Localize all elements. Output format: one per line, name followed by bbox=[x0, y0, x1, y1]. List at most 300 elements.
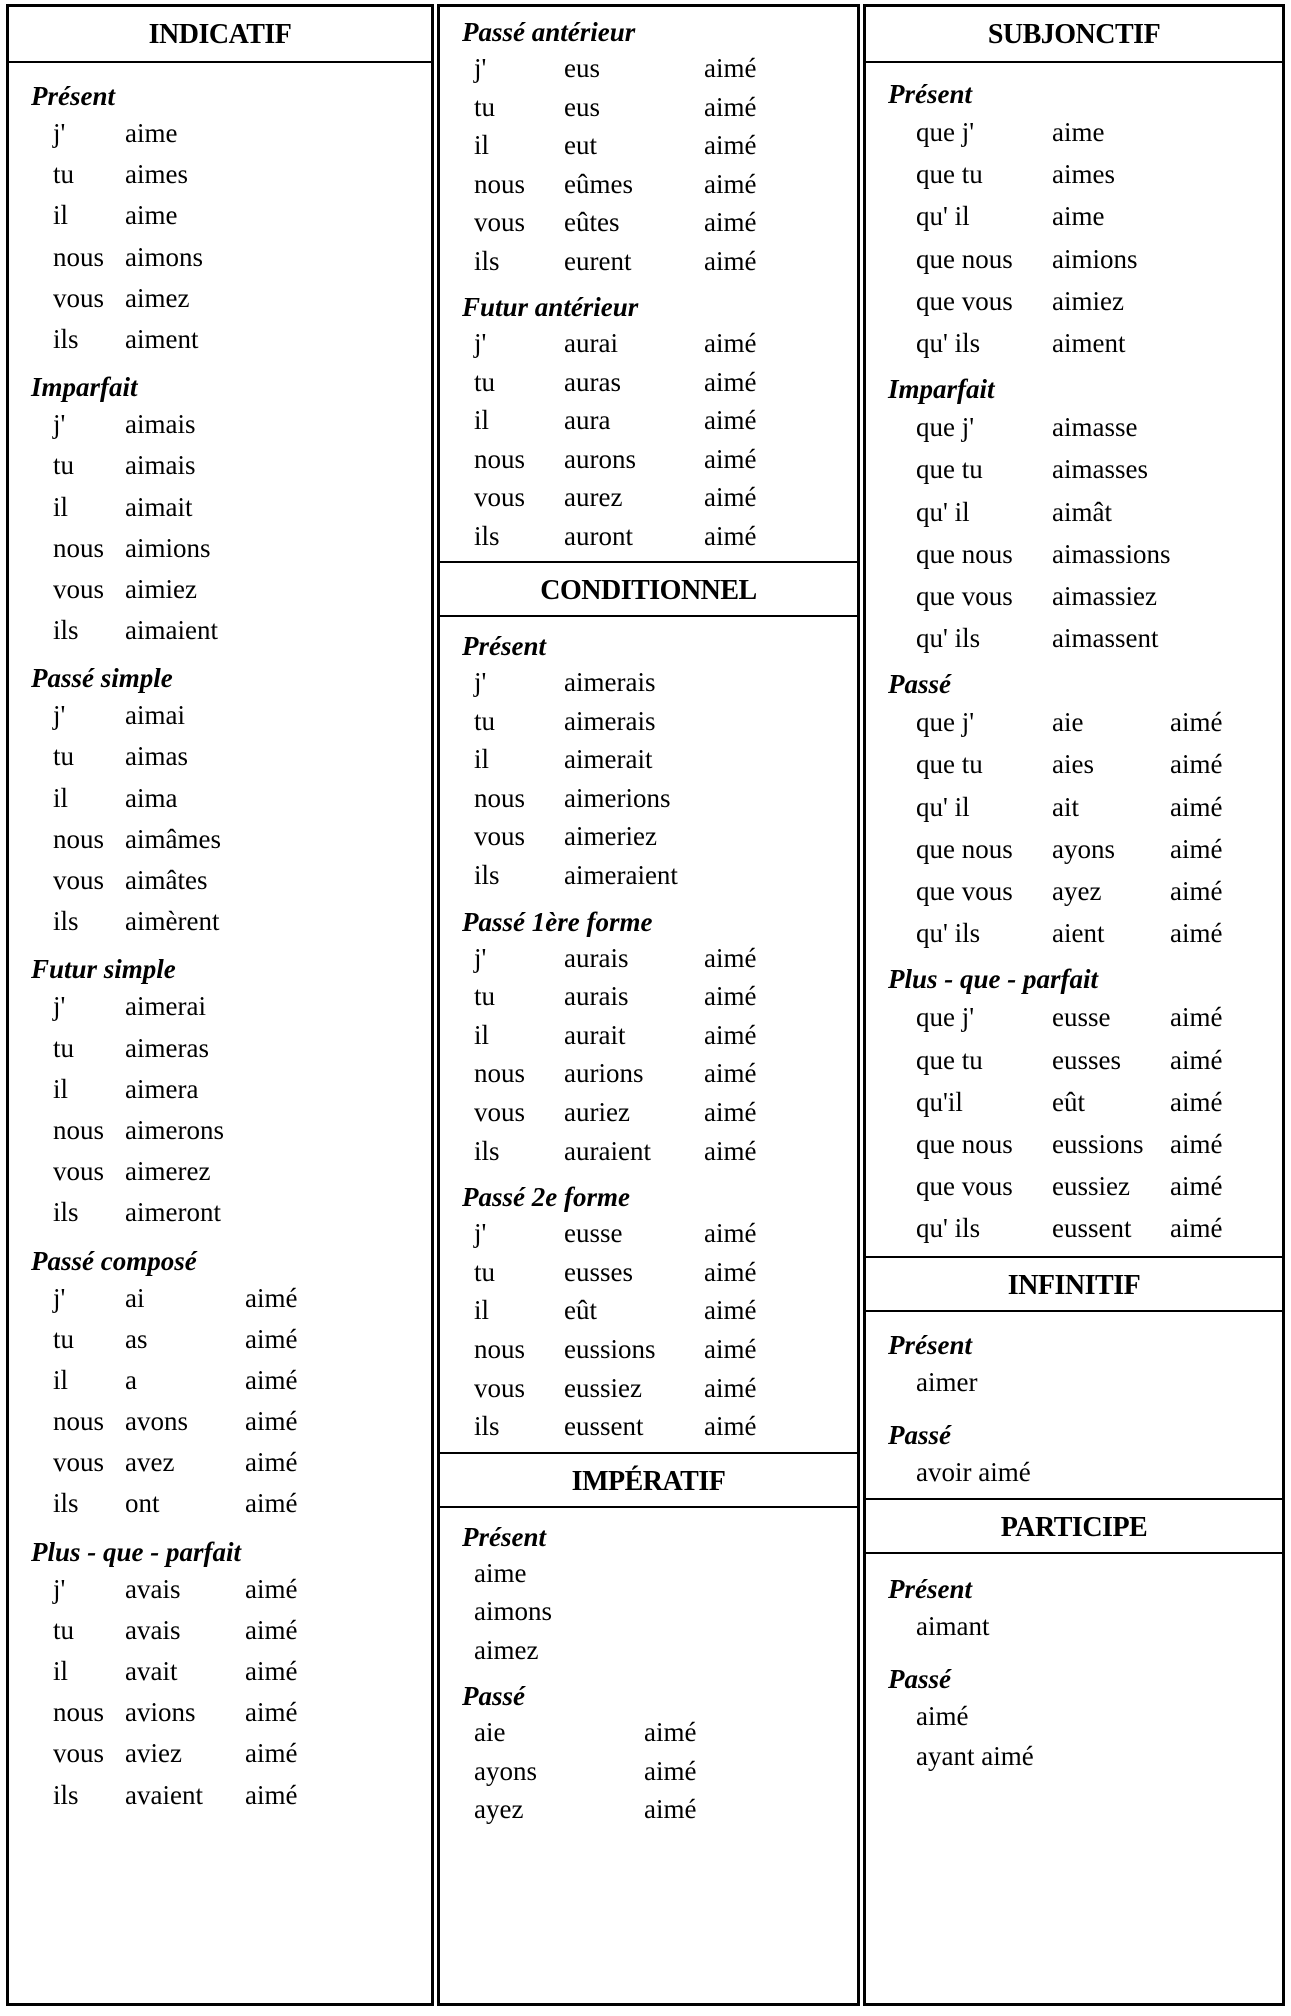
past-participle: aimé bbox=[245, 1614, 298, 1645]
pronoun: nous bbox=[474, 1058, 526, 1089]
verb-form: as bbox=[125, 1323, 148, 1354]
past-participle bbox=[245, 445, 325, 486]
past-participle bbox=[245, 195, 325, 236]
conjugation-row bbox=[440, 702, 857, 741]
pronoun: ils bbox=[474, 1411, 500, 1442]
pronoun: j' bbox=[474, 667, 487, 697]
pronoun: ils bbox=[53, 906, 79, 937]
pronoun: que vous bbox=[916, 876, 1013, 906]
pronoun: ils bbox=[53, 615, 79, 646]
verb-form: aimons bbox=[474, 1596, 552, 1627]
past-participle: aimé bbox=[704, 942, 757, 973]
past-participle: aimé bbox=[704, 1218, 757, 1249]
pronoun: vous bbox=[53, 1738, 105, 1769]
tense-title: Présent bbox=[888, 1573, 972, 1604]
verb-form: aime bbox=[125, 118, 178, 148]
conjugation-row bbox=[866, 491, 1282, 533]
pronoun: ils bbox=[53, 1197, 79, 1228]
verb-form: aura bbox=[564, 405, 611, 435]
verb-form: eût bbox=[564, 1295, 597, 1326]
conjugation-row bbox=[9, 1151, 431, 1192]
past-participle: aimé bbox=[704, 53, 757, 83]
verb-form: eussiez bbox=[1052, 1171, 1130, 1202]
verb-form: aimerions bbox=[564, 782, 671, 813]
past-participle bbox=[245, 901, 325, 942]
pronoun: il bbox=[474, 405, 490, 435]
past-participle: aimé bbox=[1170, 1128, 1223, 1159]
past-participle: aimé bbox=[704, 168, 757, 199]
pronoun: il bbox=[53, 200, 69, 231]
pronoun: il bbox=[53, 1656, 69, 1686]
past-participle: aimé bbox=[704, 1058, 757, 1089]
conjugation-row bbox=[9, 1278, 431, 1319]
verb-form: aimeront bbox=[125, 1197, 221, 1228]
pronoun: nous bbox=[474, 168, 526, 199]
pronoun: nous bbox=[474, 782, 526, 813]
pronoun: il bbox=[53, 1073, 69, 1104]
past-participle bbox=[245, 319, 325, 360]
verb-form: aimai bbox=[125, 700, 185, 731]
conjugation-row bbox=[9, 610, 431, 651]
past-participle bbox=[245, 1192, 325, 1233]
verb-form: aimez bbox=[474, 1634, 539, 1665]
verb-form: eus bbox=[564, 91, 600, 122]
pronoun: qu' ils bbox=[916, 1213, 981, 1244]
conjugation-row bbox=[440, 363, 857, 402]
verb-form: eussions bbox=[1052, 1128, 1144, 1159]
verb-form: aviez bbox=[125, 1738, 182, 1769]
tense-title: Présent bbox=[888, 1329, 972, 1360]
conjugation-row bbox=[9, 487, 431, 528]
verb-form: ont bbox=[125, 1488, 160, 1519]
pronoun: tu bbox=[474, 366, 496, 397]
section-header-conditionnel: CONDITIONNEL bbox=[440, 561, 857, 617]
pronoun: j' bbox=[53, 409, 66, 440]
pronoun: tu bbox=[474, 91, 496, 122]
conjugation-row bbox=[440, 478, 857, 517]
past-participle bbox=[1170, 111, 1250, 153]
pronoun: ils bbox=[474, 245, 500, 276]
verb-form: eussent bbox=[1052, 1213, 1132, 1244]
tense-title: Passé antérieur bbox=[462, 17, 636, 47]
past-participle bbox=[245, 528, 325, 569]
tense-title: Imparfait bbox=[31, 372, 138, 403]
past-participle: aimé bbox=[704, 1411, 757, 1442]
past-participle bbox=[1170, 575, 1250, 617]
pronoun: que tu bbox=[916, 159, 983, 190]
pronoun: que nous bbox=[916, 1128, 1013, 1159]
past-participle: aimé bbox=[245, 1573, 298, 1604]
pronoun: ils bbox=[474, 520, 500, 551]
pronoun: il bbox=[53, 491, 69, 522]
pronoun: tu bbox=[53, 159, 75, 190]
past-participle bbox=[1170, 617, 1250, 659]
verb-form: aiment bbox=[1052, 327, 1126, 358]
tense-title: Passé bbox=[462, 1681, 525, 1712]
conjugation-row bbox=[866, 1207, 1282, 1249]
verb-form: aimions bbox=[1052, 243, 1138, 274]
conjugation-row bbox=[866, 870, 1282, 912]
verb-form: aurai bbox=[564, 328, 618, 358]
pronoun: nous bbox=[53, 532, 105, 563]
pronoun: vous bbox=[474, 1372, 526, 1403]
verb-form: aimes bbox=[125, 159, 188, 190]
verb-form: aimassions bbox=[1052, 538, 1171, 569]
verb-form: auras bbox=[564, 366, 621, 397]
past-participle bbox=[1170, 153, 1250, 195]
conjugation-row bbox=[866, 406, 1282, 448]
conjugation-row bbox=[9, 278, 431, 319]
conjugation-row bbox=[866, 448, 1282, 490]
verb-form: aimera bbox=[125, 1073, 199, 1104]
conjugation-row bbox=[440, 939, 857, 978]
past-participle: aimé bbox=[704, 482, 757, 512]
pronoun: j' bbox=[53, 991, 66, 1022]
conjugation-row bbox=[9, 1569, 431, 1610]
past-participle bbox=[245, 819, 325, 860]
past-participle: aimé bbox=[1170, 833, 1223, 864]
pronoun: que vous bbox=[916, 580, 1013, 611]
past-participle: aimé bbox=[704, 1333, 757, 1364]
conjugation-row bbox=[440, 740, 857, 779]
past-participle: aimé bbox=[1170, 1171, 1223, 1202]
verb-form: aimâtes bbox=[125, 865, 208, 895]
pronoun: tu bbox=[474, 705, 496, 736]
verb-form: aimait bbox=[125, 491, 193, 522]
past-participle: aimé bbox=[704, 405, 757, 435]
verb-form: eussent bbox=[564, 1411, 644, 1442]
verb-form: aie bbox=[1052, 707, 1084, 738]
past-participle bbox=[245, 986, 325, 1027]
past-participle bbox=[704, 817, 784, 856]
pronoun: qu' ils bbox=[916, 623, 981, 654]
tense-title: Passé composé bbox=[31, 1245, 197, 1276]
verb-form: ai bbox=[125, 1282, 145, 1313]
verb-form: aurions bbox=[564, 1058, 644, 1089]
conjugation-row bbox=[440, 856, 857, 895]
past-participle: aimé bbox=[704, 130, 757, 160]
conjugation-row bbox=[866, 912, 1282, 954]
conjugation-row bbox=[9, 154, 431, 195]
past-participle bbox=[644, 1631, 724, 1670]
past-participle: aimé bbox=[245, 1697, 298, 1728]
conjugation-row bbox=[440, 126, 857, 165]
past-participle: aimé bbox=[245, 1447, 298, 1478]
verb-form: aime bbox=[474, 1557, 527, 1588]
verb-form: aimiez bbox=[1052, 285, 1124, 316]
pronoun: que tu bbox=[916, 749, 983, 780]
verb-form: aimerais bbox=[564, 705, 656, 736]
conjugation-row bbox=[866, 111, 1282, 153]
tense-title: Futur antérieur bbox=[462, 292, 639, 322]
verb-form: aimerai bbox=[125, 991, 206, 1022]
verb-form: aimeras bbox=[125, 1032, 209, 1063]
past-participle: aimé bbox=[704, 328, 757, 358]
conjugation-row bbox=[866, 533, 1282, 575]
verb-form: auraient bbox=[564, 1135, 651, 1166]
verb-form: aimèrent bbox=[125, 906, 220, 937]
verb-form: aurons bbox=[564, 443, 636, 474]
conjugation-row bbox=[9, 113, 431, 154]
pronoun: nous bbox=[53, 823, 105, 854]
column-middle bbox=[437, 4, 860, 2006]
past-participle: aimé bbox=[704, 1295, 757, 1326]
conjugation-row bbox=[440, 1369, 857, 1408]
verb-form: aimiez bbox=[125, 573, 197, 604]
conjugation-row bbox=[9, 986, 431, 1027]
pronoun: vous bbox=[474, 207, 526, 237]
conjugation-row bbox=[9, 195, 431, 236]
conjugation-row bbox=[866, 1362, 1282, 1402]
pronoun: que tu bbox=[916, 1044, 983, 1075]
pronoun: tu bbox=[474, 981, 496, 1012]
past-participle: aimé bbox=[644, 1755, 697, 1786]
verb-form: aimât bbox=[1052, 496, 1112, 527]
pronoun: que j' bbox=[916, 412, 975, 443]
conjugation-row bbox=[9, 1442, 431, 1483]
conjugation-row bbox=[9, 319, 431, 360]
pronoun: que j' bbox=[916, 707, 975, 738]
conjugation-row bbox=[866, 701, 1282, 743]
verb-form: aimasse bbox=[1052, 412, 1138, 443]
conjugation-row bbox=[9, 1775, 431, 1816]
verb-form: ayant aimé bbox=[916, 1740, 1034, 1771]
past-participle bbox=[644, 1592, 724, 1631]
conjugation-row bbox=[440, 242, 857, 281]
conjugation-row bbox=[440, 88, 857, 127]
verb-form: eusse bbox=[564, 1218, 623, 1249]
verb-form: eûmes bbox=[564, 168, 633, 199]
verb-form: aimâmes bbox=[125, 823, 221, 854]
verb-form: avais bbox=[125, 1573, 181, 1604]
conjugation-row bbox=[866, 153, 1282, 195]
section-header-imperatif: IMPÉRATIF bbox=[440, 1452, 857, 1508]
past-participle bbox=[1170, 491, 1250, 533]
conjugation-row bbox=[9, 404, 431, 445]
verb-form: aimes bbox=[1052, 159, 1115, 190]
pronoun: j' bbox=[474, 53, 487, 83]
conjugation-row bbox=[440, 1592, 857, 1631]
verb-form: aimeraient bbox=[564, 859, 678, 890]
conjugation-row bbox=[440, 1093, 857, 1132]
conjugation-row bbox=[866, 1606, 1282, 1646]
past-participle: aimé bbox=[644, 1794, 697, 1825]
pronoun: vous bbox=[53, 865, 105, 895]
conjugation-row bbox=[866, 1081, 1282, 1123]
verb-form: aimaient bbox=[125, 615, 218, 646]
past-participle bbox=[245, 154, 325, 195]
conjugation-table bbox=[6, 4, 1285, 2010]
verb-form: avoir aimé bbox=[916, 1456, 1031, 1487]
conjugation-row bbox=[866, 195, 1282, 237]
past-participle: aimé bbox=[1170, 1213, 1223, 1244]
verb-form: eussiez bbox=[564, 1372, 642, 1403]
section-header-subjonctif: SUBJONCTIF bbox=[866, 7, 1282, 63]
verb-form: aimerais bbox=[564, 667, 656, 697]
conjugation-row bbox=[9, 695, 431, 736]
tense-title: Passé bbox=[888, 1663, 951, 1694]
verb-form: aimions bbox=[125, 532, 211, 563]
conjugation-row bbox=[440, 1554, 857, 1593]
past-participle: aimé bbox=[245, 1364, 298, 1395]
verb-form: aurais bbox=[564, 942, 629, 973]
conjugation-row bbox=[9, 860, 431, 901]
verb-form: aimais bbox=[125, 450, 196, 481]
verb-form: aimeriez bbox=[564, 821, 657, 852]
pronoun: qu' ils bbox=[916, 918, 981, 949]
verb-form: aurez bbox=[564, 482, 623, 512]
pronoun: vous bbox=[474, 821, 526, 852]
conjugation-row bbox=[9, 1319, 431, 1360]
pronoun: vous bbox=[474, 482, 526, 512]
past-participle bbox=[1170, 448, 1250, 490]
pronoun: ils bbox=[53, 323, 79, 354]
verb-form: aimasses bbox=[1052, 454, 1148, 485]
tense-title: Imparfait bbox=[888, 374, 995, 405]
verb-form: aimassiez bbox=[1052, 580, 1157, 611]
tense-title: Passé simple bbox=[31, 663, 173, 694]
conjugation-row bbox=[9, 778, 431, 819]
verb-form: aimer bbox=[916, 1366, 978, 1397]
conjugation-row bbox=[9, 237, 431, 278]
past-participle bbox=[1170, 195, 1250, 237]
verb-form: eusse bbox=[1052, 1002, 1111, 1033]
verb-form: aimerait bbox=[564, 744, 653, 775]
verb-form: aies bbox=[1052, 749, 1094, 780]
conjugation-row bbox=[440, 1713, 857, 1752]
pronoun: ils bbox=[53, 1488, 79, 1519]
pronoun: que tu bbox=[916, 454, 983, 485]
conjugation-row bbox=[866, 1123, 1282, 1165]
past-participle bbox=[245, 1069, 325, 1110]
verb-form: ayez bbox=[1052, 876, 1102, 906]
conjugation-row bbox=[440, 324, 857, 363]
past-participle bbox=[704, 856, 784, 895]
conjugation-row bbox=[440, 49, 857, 88]
pronoun: que vous bbox=[916, 285, 1013, 316]
pronoun: vous bbox=[53, 1447, 105, 1478]
pronoun: qu' il bbox=[916, 496, 970, 527]
pronoun: il bbox=[53, 1364, 69, 1395]
pronoun: j' bbox=[474, 1218, 487, 1249]
conjugation-row bbox=[440, 1132, 857, 1171]
conjugation-row bbox=[440, 165, 857, 204]
verb-form: ayons bbox=[474, 1755, 537, 1786]
pronoun: qu' ils bbox=[916, 327, 981, 358]
conjugation-row bbox=[866, 828, 1282, 870]
pronoun: vous bbox=[53, 1156, 105, 1187]
conjugation-row bbox=[9, 1401, 431, 1442]
pronoun: que j' bbox=[916, 117, 975, 147]
verb-form: auront bbox=[564, 520, 633, 551]
conjugation-row bbox=[440, 1330, 857, 1369]
verb-form: avait bbox=[125, 1656, 178, 1686]
pronoun: qu'il bbox=[916, 1086, 963, 1117]
past-participle bbox=[704, 663, 784, 702]
past-participle bbox=[245, 736, 325, 777]
pronoun: il bbox=[474, 130, 490, 160]
conjugation-row bbox=[440, 440, 857, 479]
pronoun: ils bbox=[53, 1779, 79, 1810]
conjugation-row bbox=[9, 1692, 431, 1733]
past-participle: aimé bbox=[704, 1372, 757, 1403]
conjugation-row bbox=[440, 977, 857, 1016]
pronoun: j' bbox=[53, 118, 66, 148]
past-participle bbox=[245, 487, 325, 528]
past-participle bbox=[1170, 238, 1250, 280]
pronoun: que vous bbox=[916, 1171, 1013, 1202]
conjugation-row bbox=[9, 445, 431, 486]
verb-form: aie bbox=[474, 1717, 506, 1748]
verb-form: eusses bbox=[564, 1256, 633, 1287]
verb-form: avions bbox=[125, 1697, 196, 1728]
pronoun: tu bbox=[474, 1256, 496, 1287]
verb-form: avaient bbox=[125, 1779, 203, 1810]
verb-form: aimez bbox=[125, 282, 190, 313]
verb-form: aimé bbox=[916, 1700, 969, 1731]
conjugation-row bbox=[9, 528, 431, 569]
verb-form: a bbox=[125, 1364, 137, 1395]
past-participle bbox=[1170, 322, 1250, 364]
past-participle bbox=[245, 860, 325, 901]
pronoun: nous bbox=[53, 1114, 105, 1145]
tense-title: Passé bbox=[888, 1419, 951, 1450]
past-participle bbox=[245, 695, 325, 736]
conjugation-row bbox=[440, 1016, 857, 1055]
pronoun: il bbox=[474, 1295, 490, 1326]
pronoun: il bbox=[474, 1019, 490, 1050]
conjugation-row bbox=[9, 1110, 431, 1151]
section-header-infinitif: INFINITIF bbox=[866, 1256, 1282, 1312]
conjugation-row bbox=[9, 736, 431, 777]
conjugation-row bbox=[440, 1790, 857, 1829]
past-participle bbox=[245, 610, 325, 651]
past-participle: aimé bbox=[1170, 749, 1223, 780]
pronoun: vous bbox=[53, 282, 105, 313]
conjugation-row bbox=[440, 1054, 857, 1093]
pronoun: ils bbox=[474, 1135, 500, 1166]
conjugation-row bbox=[440, 1253, 857, 1292]
verb-form: aurait bbox=[564, 1019, 626, 1050]
verb-form: ait bbox=[1052, 791, 1079, 822]
pronoun: nous bbox=[474, 1333, 526, 1364]
past-participle bbox=[245, 237, 325, 278]
verb-form: aimerez bbox=[125, 1156, 211, 1187]
verb-form: aime bbox=[1052, 117, 1105, 147]
conjugation-row bbox=[440, 1631, 857, 1670]
pronoun: ils bbox=[474, 859, 500, 890]
verb-form: eût bbox=[1052, 1086, 1085, 1117]
past-participle: aimé bbox=[1170, 707, 1223, 738]
past-participle bbox=[704, 702, 784, 741]
conjugation-row bbox=[440, 1407, 857, 1446]
verb-form: avais bbox=[125, 1614, 181, 1645]
pronoun: nous bbox=[53, 1697, 105, 1728]
past-participle: aimé bbox=[704, 207, 757, 237]
conjugation-row bbox=[440, 817, 857, 856]
conjugation-row bbox=[866, 786, 1282, 828]
past-participle: aimé bbox=[704, 245, 757, 276]
verb-form: avez bbox=[125, 1447, 175, 1478]
pronoun: que nous bbox=[916, 243, 1013, 274]
conjugation-row bbox=[9, 1610, 431, 1651]
verb-form: eusses bbox=[1052, 1044, 1121, 1075]
conjugation-row bbox=[9, 1483, 431, 1524]
past-participle bbox=[704, 779, 784, 818]
pronoun: tu bbox=[53, 450, 75, 481]
past-participle bbox=[245, 404, 325, 445]
conjugation-row bbox=[866, 1736, 1282, 1776]
